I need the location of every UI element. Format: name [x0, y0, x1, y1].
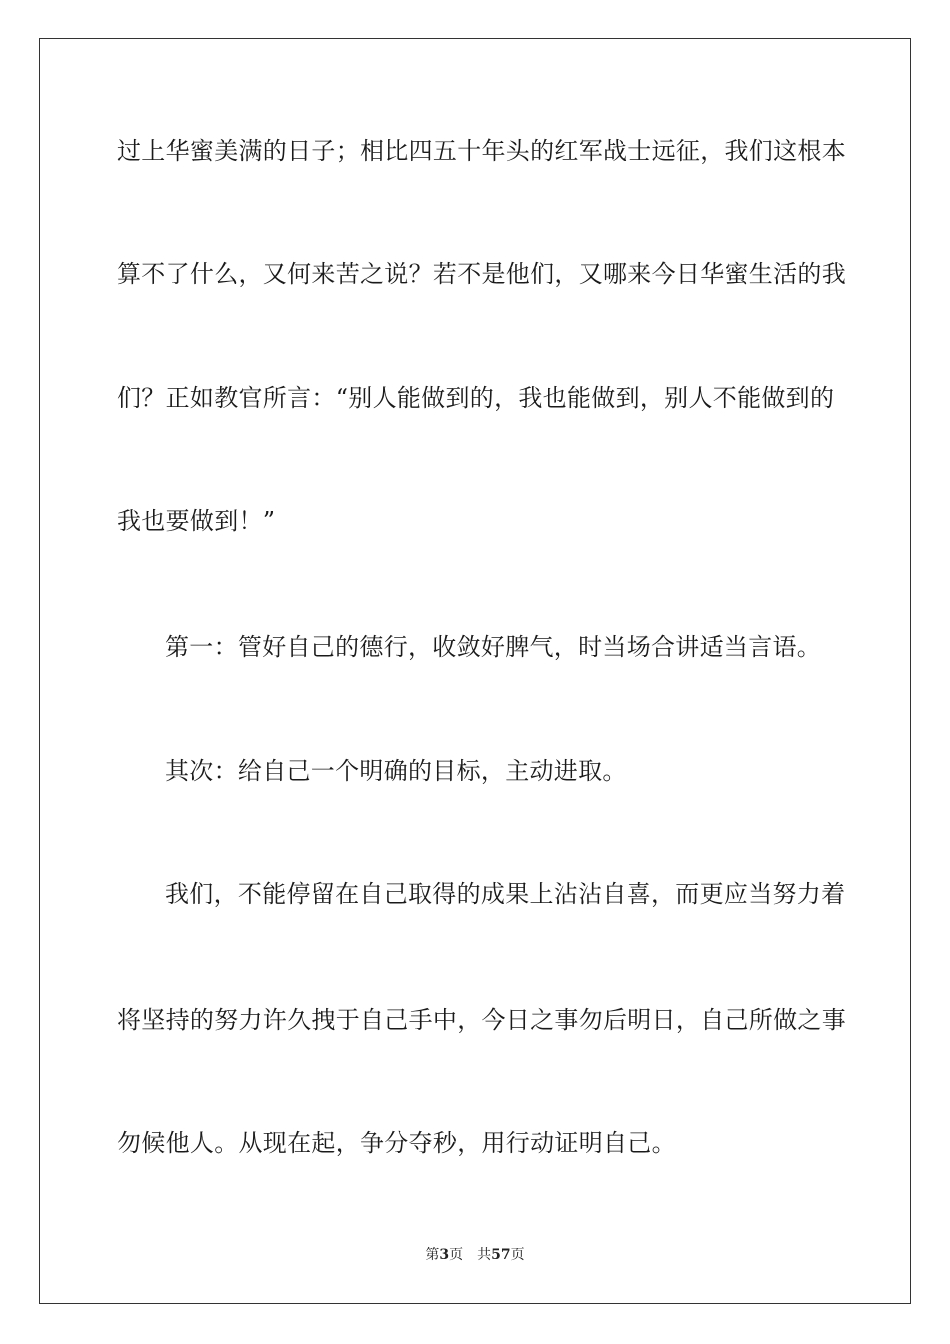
page-border [39, 38, 911, 1304]
paragraph-line: 其次：给自己一个明确的目标，主动进取。 [165, 757, 627, 785]
paragraph-line: 第一：管好自己的德行，收敛好脾气，时当场合讲适当言语。 [165, 633, 822, 661]
paragraph-line: 我们，不能停留在自己取得的成果上沾沾自喜，而更应当努力着 [165, 880, 846, 908]
paragraph-line: 们？正如教官所言：“别人能做到的，我也能做到，别人不能做到的 [117, 384, 835, 412]
page-footer [0, 1246, 950, 1264]
page-prefix: 第 [425, 1247, 440, 1263]
total-prefix: 共 [477, 1247, 492, 1263]
paragraph-line: 算不了什么，又何来苦之说？若不是他们，又哪来今日华蜜生活的我 [117, 260, 846, 288]
paragraph-line: 我也要做到！” [117, 507, 276, 535]
paragraph-line: 过上华蜜美满的日子；相比四五十年头的红军战士远征，我们这根本 [117, 137, 846, 165]
total-pages: 57 [491, 1247, 511, 1263]
total-suffix: 页 [510, 1247, 525, 1263]
page-number: 3 [439, 1247, 450, 1263]
page-suffix: 页 [449, 1247, 464, 1263]
paragraph-line: 将坚持的努力许久拽于自己手中，今日之事勿后明日，自己所做之事 [117, 1006, 846, 1034]
paragraph-line: 勿候他人。从现在起，争分夺秒，用行动证明自己。 [117, 1129, 676, 1157]
